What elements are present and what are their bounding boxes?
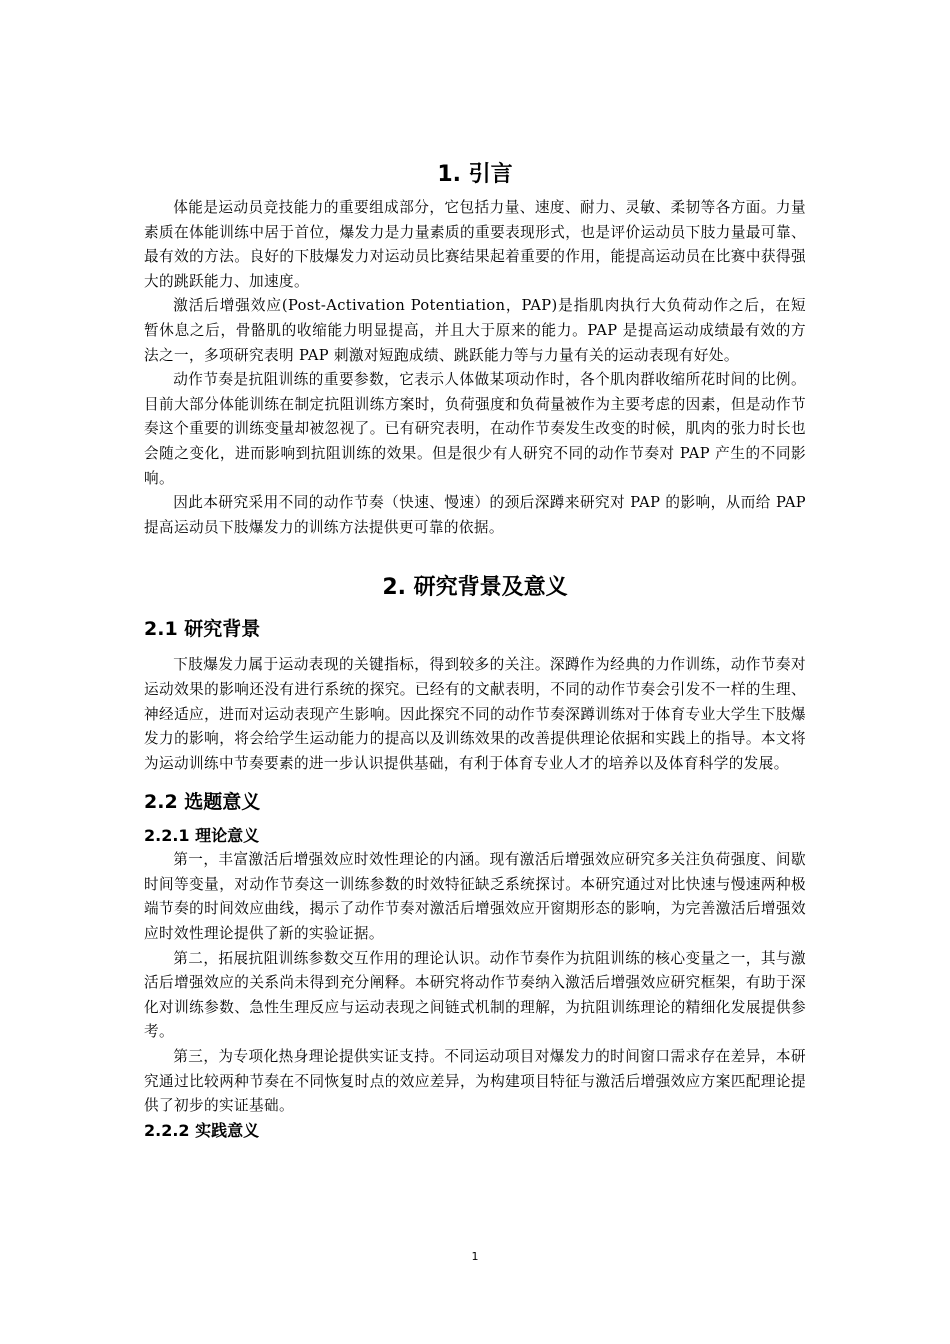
theory-paragraph-1: 第一，丰富激活后增强效应时效性理论的内涵。现有激活后增强效应研究多关注负荷强度、间歇时间等变量，对动作节奏这一训练参数的时效特征缺乏系统探讨。本研究通过对比快速与慢速两种极端节奏的时间效应曲线，揭示了动作节奏对激活后增强效应开窗期形态的影响，为完善激活后增强效应时效性理论提供了新的实验证据。 (144, 851, 806, 943)
subsection-title-2-2: 2.2 选题意义 (144, 791, 261, 814)
theory-paragraph-3: 第三，为专项化热身理论提供实证支持。不同运动项目对爆发力的时间窗口需求存在差异，本研究通过比较两种节奏在不同恢复时点的效应差异，为构建项目特征与激活后增强效应方案匹配理论提供了初步的实证基础。 (144, 1048, 806, 1115)
theory-paragraph-2: 第二，拓展抗阻训练参数交互作用的理论认识。动作节奏作为抗阻训练的核心变量之一，其与激活后增强效应的关系尚未得到充分阐释。本研究将动作节奏纳入激活后增强效应研究框架，有助于深化对训练参数、急性生理反应与运动表现之间链式机制的理解，为抗阻训练理论的精细化发展提供参考。 (144, 949, 806, 1041)
page-content (144, 160, 806, 1143)
subsection-title-2-2-1: 2.2.1 理论意义 (144, 826, 260, 846)
intro-paragraph-2: 激活后增强效应(Post-Activation Potentiation，PAP)是指肌肉执行大负荷动作之后，在短暂休息之后，骨骼肌的收缩能力明显提高，并且大于原来的能力。PAP 是提高运动成绩最有效的方法之一，多项研究表明 PAP 刺激对短跑成绩、跳跃能力等与力量有关的运动表现有好处。 (144, 297, 806, 364)
intro-paragraph-1: 体能是运动员竞技能力的重要组成部分，它包括力量、速度、耐力、灵敏、柔韧等各方面。力量素质在体能训练中居于首位，爆发力是力量素质的重要表现形式，也是评价运动员下肢力量最可靠、最有效的方法。良好的下肢爆发力对运动员比赛结果起着重要的作用，能提高运动员在比赛中获得强大的跳跃能力、加速度。 (144, 199, 806, 290)
intro-paragraph-3: 动作节奏是抗阻训练的重要参数，它表示人体做某项动作时，各个肌肉群收缩所花时间的比例。目前大部分体能训练在制定抗阻训练方案时，负荷强度和负荷量被作为主要考虑的因素，但是动作节奏这个重要的训练变量却被忽视了。已有研究表明，在动作节奏发生改变的时候，肌肉的张力时长也会随之变化，进而影响到抗阻训练的效果。但是很少有人研究不同的动作节奏对 PAP 产生的不同影响。 (144, 371, 806, 487)
page-number: 1 (471, 1250, 479, 1263)
subsection-title-2-1: 2.1 研究背景 (144, 618, 261, 641)
background-paragraph: 下肢爆发力属于运动表现的关键指标，得到较多的关注。深蹲作为经典的力作训练，动作节奏对运动效果的影响还没有进行系统的探究。已经有的文献表明，不同的动作节奏会引发不一样的生理、神经适应，进而对运动表现产生影响。因此探究不同的动作节奏深蹲训练对于体育专业大学生下肢爆发力的影响，将会给学生运动能力的提高以及训练效果的改善提供理论依据和实践上的指导。本文将为运动训练中节奏要素的进一步认识提供基础，有利于体育专业人才的培养以及体育科学的发展。 (144, 656, 806, 772)
section-title-background: 2. 研究背景及意义 (382, 575, 568, 601)
section-title-introduction: 1. 引言 (437, 162, 513, 187)
intro-paragraph-4: 因此本研究采用不同的动作节奏（快速、慢速）的颈后深蹲来研究对 PAP 的影响，从而给 PAP 提高运动员下肢爆发力的训练方法提供更可靠的依据。 (144, 494, 806, 536)
subsection-title-2-2-2: 2.2.2 实践意义 (144, 1120, 260, 1140)
